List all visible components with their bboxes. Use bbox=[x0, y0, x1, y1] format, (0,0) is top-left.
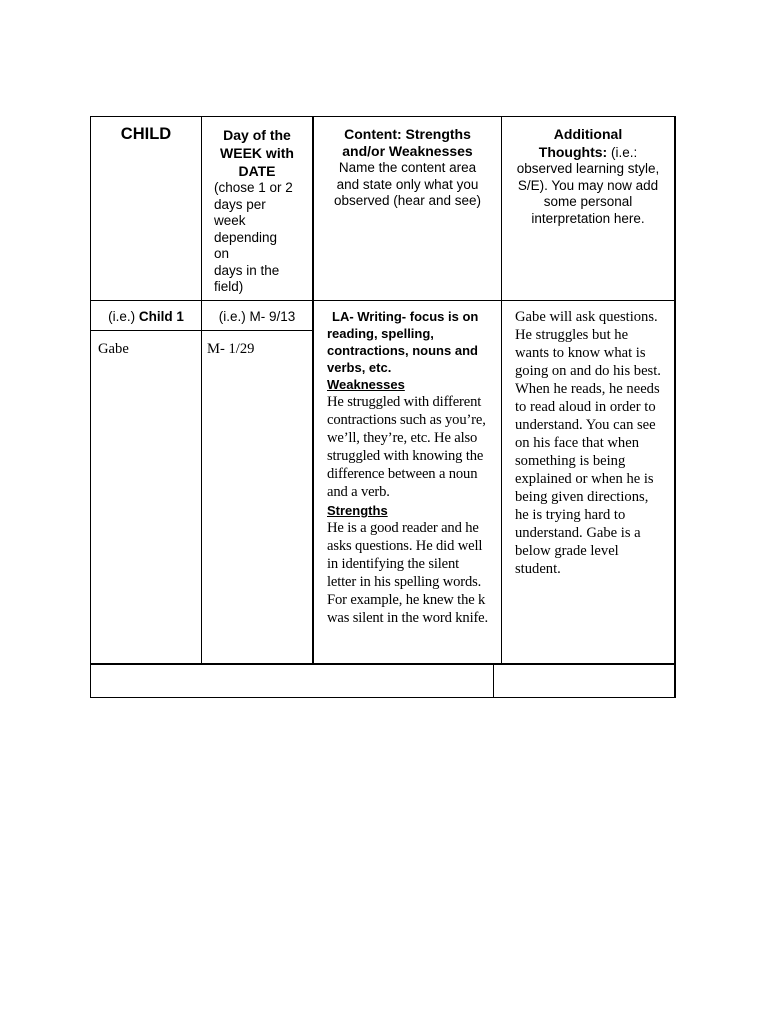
day-note-line: week bbox=[214, 213, 246, 228]
header-content-title: Content: Strengths and/or Weaknesses bbox=[342, 126, 473, 159]
header-divider bbox=[90, 300, 675, 301]
header-child: CHILD bbox=[120, 125, 172, 143]
header-day-title: Day of the WEEK with DATE bbox=[220, 127, 294, 179]
day-note-line: days per bbox=[214, 196, 266, 212]
header-content-note: Name the content area and state only what you observed (hear and see) bbox=[333, 160, 482, 208]
header-day-note bbox=[202, 180, 312, 296]
header-thoughts-title-line bbox=[502, 126, 674, 161]
day-note-line: (chose 1 or 2 bbox=[214, 180, 293, 195]
content-heading: LA- Writing- focus is on reading, spelling, contractions, nouns and verbs, etc. bbox=[327, 309, 479, 375]
observation-table bbox=[90, 116, 675, 698]
header-day bbox=[202, 126, 312, 296]
example-day: (i.e.) M- 9/13 bbox=[218, 309, 296, 324]
table-border-right bbox=[674, 116, 676, 698]
day-note-line: depending bbox=[214, 229, 278, 245]
strengths-label: Strengths bbox=[327, 503, 388, 518]
last-row-divider bbox=[90, 663, 675, 665]
table-border-bottom bbox=[90, 697, 675, 698]
day-note-line: days in the bbox=[214, 262, 280, 278]
example-child bbox=[91, 309, 201, 324]
entry-content bbox=[327, 308, 491, 627]
weaknesses-label: Weaknesses bbox=[327, 377, 405, 392]
example-child-prefix: (i.e.) bbox=[108, 309, 139, 324]
header-thoughts-title: Additional Thoughts: bbox=[538, 126, 623, 160]
weaknesses-text: He struggled with different contractions such as you’re, we’ll, they’re, etc. He also struggled with knowing the difference between a noun and a verb. bbox=[327, 394, 486, 500]
table-border-top bbox=[90, 116, 675, 117]
header-content bbox=[314, 126, 501, 210]
table-border-left bbox=[90, 116, 91, 698]
day-note-line: on bbox=[214, 246, 230, 261]
example-child-value: Child 1 bbox=[138, 309, 184, 324]
bottom-row-divider bbox=[493, 664, 494, 698]
header-thoughts bbox=[502, 126, 674, 227]
header-thoughts-inline: (i.e.: bbox=[607, 144, 638, 160]
header-thoughts-note: observed learning style, S/E). You may now add some personal interpretation here. bbox=[516, 161, 660, 226]
day-note-line: field) bbox=[214, 279, 244, 294]
strengths-text: He is a good reader and he asks questions. He did well in identifying the silent letter in his spelling words. For example, he knew the k was silent in the word knife. bbox=[327, 520, 489, 626]
entry-child: Gabe bbox=[98, 341, 129, 357]
entry-day: M- 1/29 bbox=[207, 341, 255, 357]
entry-thoughts: Gabe will ask questions. He struggles but he wants to know what is going on and do his best. When he reads, he needs to read aloud in order to understand. You can see on his face that when something is being explained or when he is being given directions, he is trying hard to understand. Gabe is a below grade level student. bbox=[515, 309, 661, 577]
